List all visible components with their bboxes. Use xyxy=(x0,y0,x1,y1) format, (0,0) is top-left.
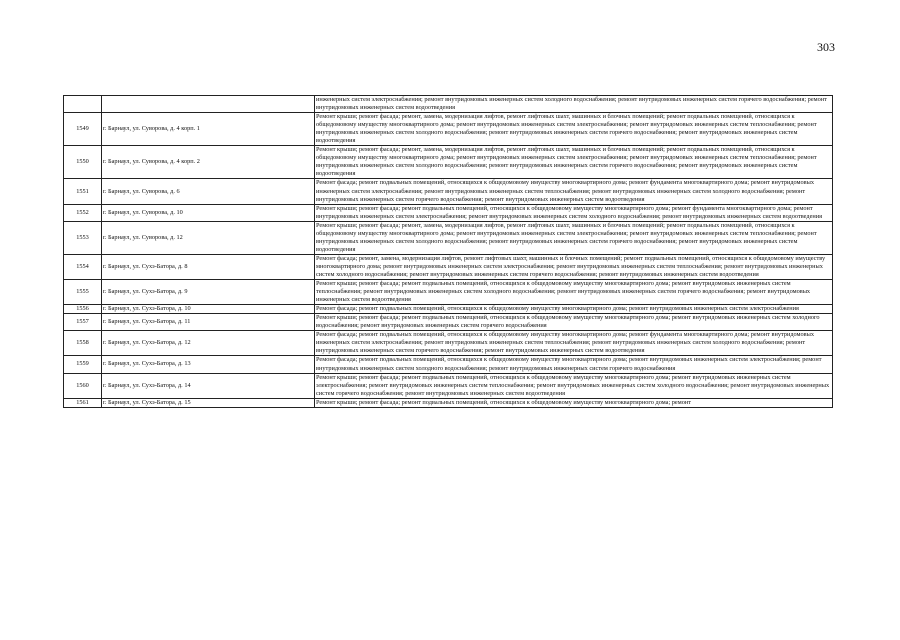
address-cell: г. Барнаул, ул. Сухэ-Батора, д. 15 xyxy=(102,398,315,407)
table-row xyxy=(64,398,833,407)
works-cell: Ремонт фасада; ремонт подвальных помещений, относящихся к общедомовому имуществу многоквартирного дома; ремонт внутридомовых инженерных систем электроснабжения xyxy=(315,305,833,314)
row-number-cell: 1556 xyxy=(64,305,102,314)
page-number: 303 xyxy=(817,40,835,54)
row-number-cell: 1550 xyxy=(64,146,102,179)
table-row xyxy=(64,96,833,113)
address-cell: г. Барнаул, ул. Сухэ-Батора, д. 8 xyxy=(102,254,315,279)
works-cell: Ремонт крыши; ремонт фасада; ремонт подвальных помещений, относящихся к общедомовому имуществу многоквартирного дома; ремонт внутридомовых инженерных систем электроснабжения; ремонт внутридомовых инженерных систем теплоснабжения; ремонт внутридомовых инженерных систем холодного водоснабжения; ремонт внутридомовых инженерных систем горячего водоснабжения; ремонт внутридомовых инженерных систем водоотведения xyxy=(315,373,833,398)
works-cell: Ремонт крыши; ремонт фасада; ремонт, замена, модернизация лифтов, ремонт лифтовых шахт, машинных и блочных помещений; ремонт подвальных помещений, относящихся к общедомовому имуществу многоквартирного дома; ремонт внутридомовых инженерных систем электроснабжения; ремонт внутридомовых инженерных систем теплоснабжения; ремонт внутридомовых инженерных систем холодного водоснабжения; ремонт внутридомовых инженерных систем горячего водоснабжения; ремонт внутридомовых инженерных систем водоотведения xyxy=(315,146,833,179)
row-number-cell xyxy=(64,96,102,113)
row-number-cell: 1555 xyxy=(64,280,102,305)
table-row xyxy=(64,254,833,279)
table-row xyxy=(64,204,833,221)
table-row xyxy=(64,305,833,314)
row-number-cell: 1560 xyxy=(64,373,102,398)
works-cell: Ремонт крыши; ремонт фасада; ремонт подвальных помещений, относящихся к общедомовому имуществу многоквартирного дома; ремонт фундамента многоквартирного дома; ремонт внутридомовых инженерных систем электроснабжения; ремонт внутридомовых инженерных систем холодного водоснабжения; ремонт внутридомовых инженерных систем водоотведения xyxy=(315,204,833,221)
table-row xyxy=(64,356,833,373)
works-cell: инженерных систем электроснабжения; ремонт внутридомовых инженерных систем холодного водоснабжения; ремонт внутридомовых инженерных систем горячего водоснабжения; ремонт внутридомовых инженерных систем водоотведения xyxy=(315,96,833,113)
address-cell: г. Барнаул, ул. Сухэ-Батора, д. 12 xyxy=(102,331,315,356)
works-cell: Ремонт крыши; ремонт фасада; ремонт, замена, модернизация лифтов, ремонт лифтовых шахт, машинных и блочных помещений; ремонт подвальных помещений, относящихся к общедомовому имуществу многоквартирного дома; ремонт внутридомовых инженерных систем электроснабжения; ремонт внутридомовых инженерных систем теплоснабжения; ремонт внутридомовых инженерных систем холодного водоснабжения; ремонт внутридомовых инженерных систем горячего водоснабжения; ремонт внутридомовых инженерных систем водоотведения xyxy=(315,221,833,254)
works-cell: Ремонт крыши; ремонт фасада; ремонт подвальных помещений, относящихся к общедомовому имуществу многоквартирного дома; ремонт внутридомовых инженерных систем теплоснабжения; ремонт внутридомовых инженерных систем холодного водоснабжения; ремонт внутридомовых инженерных систем горячего водоснабжения; ремонт внутридомовых инженерных систем водоотведения xyxy=(315,280,833,305)
works-cell: Ремонт фасада; ремонт подвальных помещений, относящихся к общедомовому имуществу многоквартирного дома; ремонт внутридомовых инженерных систем электроснабжения; ремонт внутридомовых инженерных систем холодного водоснабжения; ремонт внутридомовых инженерных систем горячего водоснабжения xyxy=(315,356,833,373)
address-cell: г. Барнаул, ул. Суворова, д. 6 xyxy=(102,179,315,204)
row-number-cell: 1553 xyxy=(64,221,102,254)
works-cell: Ремонт крыши; ремонт фасада; ремонт подвальных помещений, относящихся к общедомовому имуществу многоквартирного дома; ремонт внутридомовых инженерных систем холодного водоснабжения; ремонт внутридомовых инженерных систем горячего водоснабжения xyxy=(315,314,833,331)
table-row xyxy=(64,146,833,179)
table-row xyxy=(64,280,833,305)
row-number-cell: 1552 xyxy=(64,204,102,221)
repair-works-table xyxy=(63,95,833,408)
address-cell xyxy=(102,96,315,113)
table-row xyxy=(64,314,833,331)
address-cell: г. Барнаул, ул. Суворова, д. 4 корп. 2 xyxy=(102,146,315,179)
row-number-cell: 1558 xyxy=(64,331,102,356)
works-cell: Ремонт крыши; ремонт фасада; ремонт подвальных помещений, относящихся к общедомовому имуществу многоквартирного дома; ремонт xyxy=(315,398,833,407)
works-cell: Ремонт фасада; ремонт подвальных помещений, относящихся к общедомовому имуществу многоквартирного дома; ремонт фундамента многоквартирного дома; ремонт внутридомовых инженерных систем электроснабжения; ремонт внутридомовых инженерных систем теплоснабжения; ремонт внутридомовых инженерных систем холодного водоснабжения; ремонт внутридомовых инженерных систем горячего водоснабжения; ремонт внутридомовых инженерных систем водоотведения xyxy=(315,179,833,204)
table-row xyxy=(64,373,833,398)
row-number-cell: 1559 xyxy=(64,356,102,373)
table-row xyxy=(64,113,833,146)
address-cell: г. Барнаул, ул. Сухэ-Батора, д. 13 xyxy=(102,356,315,373)
row-number-cell: 1561 xyxy=(64,398,102,407)
address-cell: г. Барнаул, ул. Суворова, д. 12 xyxy=(102,221,315,254)
address-cell: г. Барнаул, ул. Сухэ-Батора, д. 14 xyxy=(102,373,315,398)
address-cell: г. Барнаул, ул. Сухэ-Батора, д. 10 xyxy=(102,305,315,314)
row-number-cell: 1554 xyxy=(64,254,102,279)
address-cell: г. Барнаул, ул. Суворова, д. 4 корп. 1 xyxy=(102,113,315,146)
address-cell: г. Барнаул, ул. Суворова, д. 10 xyxy=(102,204,315,221)
works-cell: Ремонт фасада; ремонт подвальных помещений, относящихся к общедомовому имуществу многоквартирного дома; ремонт фундамента многоквартирного дома; ремонт внутридомовых инженерных систем электроснабжения; ремонт внутридомовых инженерных систем теплоснабжения; ремонт внутридомовых инженерных систем холодного водоснабжения; ремонт внутридомовых инженерных систем горячего водоснабжения; ремонт внутридомовых инженерных систем водоотведения xyxy=(315,331,833,356)
address-cell: г. Барнаул, ул. Сухэ-Батора, д. 9 xyxy=(102,280,315,305)
works-cell: Ремонт крыши; ремонт фасада; ремонт, замена, модернизация лифтов, ремонт лифтовых шахт, машинных и блочных помещений; ремонт подвальных помещений, относящихся к общедомовому имуществу многоквартирного дома; ремонт внутридомовых инженерных систем электроснабжения; ремонт внутридомовых инженерных систем теплоснабжения; ремонт внутридомовых инженерных систем холодного водоснабжения; ремонт внутридомовых инженерных систем горячего водоснабжения; ремонт внутридомовых инженерных систем водоотведения xyxy=(315,113,833,146)
row-number-cell: 1549 xyxy=(64,113,102,146)
works-cell: Ремонт фасада; ремонт, замена, модернизация лифтов, ремонт лифтовых шахт, машинных и блочных помещений; ремонт подвальных помещений, относящихся к общедомовому имуществу многоквартирного дома; ремонт внутридомовых инженерных систем электроснабжения; ремонт внутридомовых инженерных систем теплоснабжения; ремонт внутридомовых инженерных систем холодного водоснабжения; ремонт внутридомовых инженерных систем горячего водоснабжения; ремонт внутридомовых инженерных систем водоотведения xyxy=(315,254,833,279)
row-number-cell: 1551 xyxy=(64,179,102,204)
table-body xyxy=(64,96,833,408)
table-row xyxy=(64,331,833,356)
address-cell: г. Барнаул, ул. Сухэ-Батора, д. 11 xyxy=(102,314,315,331)
table-row xyxy=(64,179,833,204)
row-number-cell: 1557 xyxy=(64,314,102,331)
table-row xyxy=(64,221,833,254)
